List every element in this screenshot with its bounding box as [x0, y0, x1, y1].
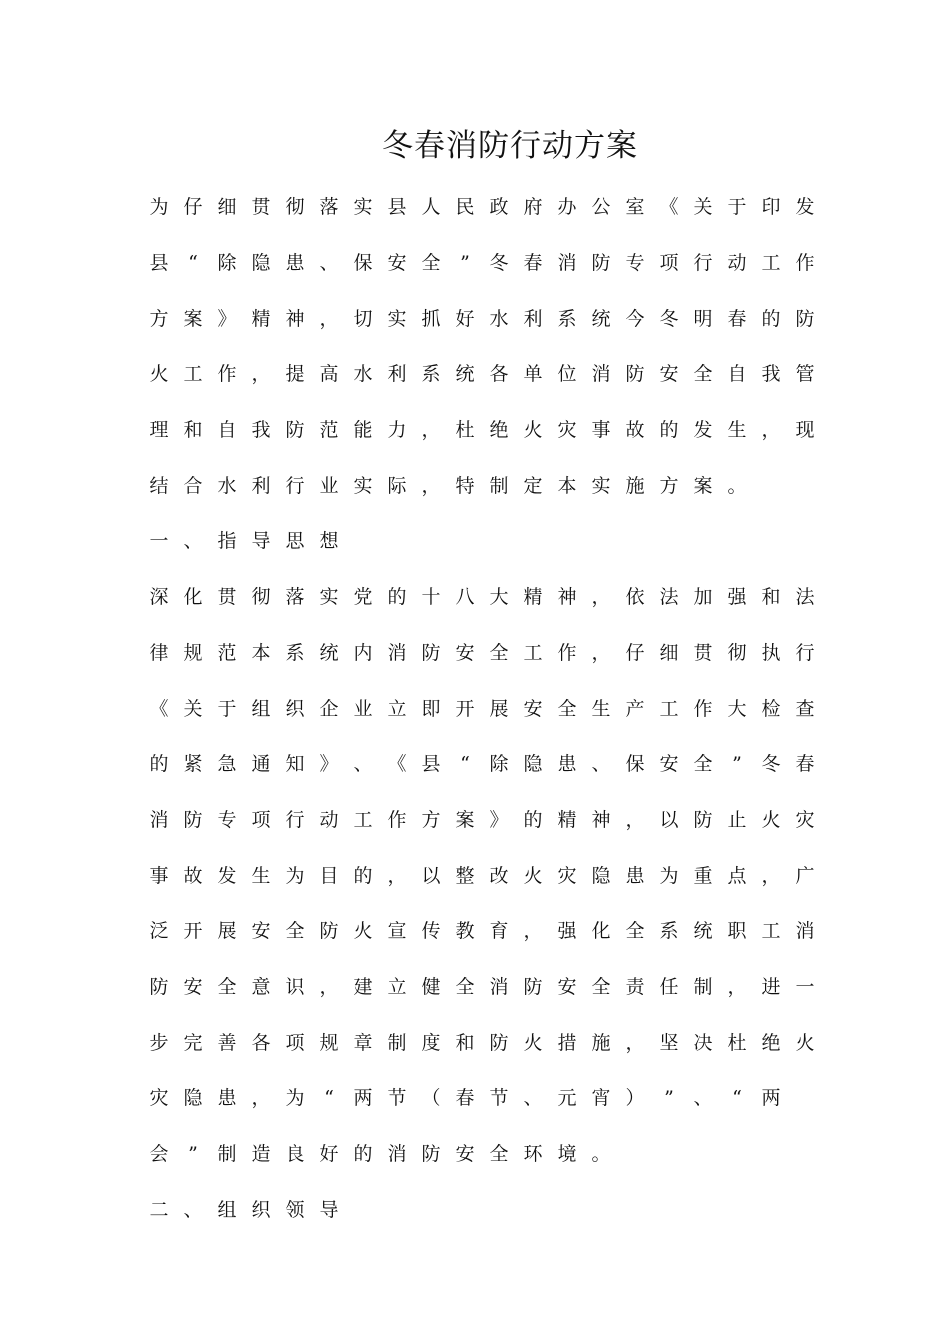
text-line: 县 “ 除 隐 患 、 保 安 全 ” 冬 春 消 防 专 项 行 动 工 作: [149, 252, 815, 275]
document-body: [142, 180, 822, 1238]
text-line: 《 关 于 组 织 企 业 立 即 开 展 安 全 生 产 工 作 大 检 查: [149, 697, 815, 720]
text-line: 消 防 专 项 行 动 工 作 方 案 》 的 精 神 ， 以 防 止 火 灾: [149, 808, 815, 831]
document-title: 冬春消防行动方案: [382, 128, 638, 164]
text-line: 灾 隐 患 ， 为 “ 两 节 （ 春 节 、 元 宵 ） ” 、 “ 两: [149, 1087, 781, 1110]
text-line: 结 合 水 利 行 业 实 际 ， 特 制 定 本 实 施 方 案 。: [149, 474, 747, 497]
text-line: 方 案 》 精 神 ， 切 实 抓 好 水 利 系 统 今 冬 明 春 的 防: [149, 307, 815, 330]
text-line: 步 完 善 各 项 规 章 制 度 和 防 火 措 施 ， 坚 决 杜 绝 火: [149, 1031, 815, 1054]
text-line: 的 紧 急 通 知 》 、 《 县 “ 除 隐 患 、 保 安 全 ” 冬 春: [149, 753, 815, 776]
text-line: 火 工 作 ， 提 高 水 利 系 统 各 单 位 消 防 安 全 自 我 管: [149, 363, 815, 386]
text-line: 为 仔 细 贯 彻 落 实 县 人 民 政 府 办 公 室 《 关 于 印 发: [149, 196, 815, 219]
text-line: 事 故 发 生 为 目 的 ， 以 整 改 火 灾 隐 患 为 重 点 ， 广: [149, 864, 815, 887]
text-line: 泛 开 展 安 全 防 火 宣 传 教 育 ， 强 化 全 系 统 职 工 消: [149, 920, 815, 943]
text-line: 二 、 组 织 领 导: [149, 1198, 339, 1221]
text-line: 防 安 全 意 识 ， 建 立 健 全 消 防 安 全 责 任 制 ， 进 一: [149, 975, 815, 998]
text-line: 律 规 范 本 系 统 内 消 防 安 全 工 作 ， 仔 细 贯 彻 执 行: [149, 641, 815, 664]
text-line: 理 和 自 我 防 范 能 力 ， 杜 绝 火 灾 事 故 的 发 生 ， 现: [149, 419, 815, 442]
text-line: 深 化 贯 彻 落 实 党 的 十 八 大 精 神 ， 依 法 加 强 和 法: [149, 586, 815, 609]
text-line: 一 、 指 导 思 想: [149, 530, 339, 553]
text-line: 会 ” 制 造 良 好 的 消 防 安 全 环 境 。: [149, 1143, 611, 1166]
